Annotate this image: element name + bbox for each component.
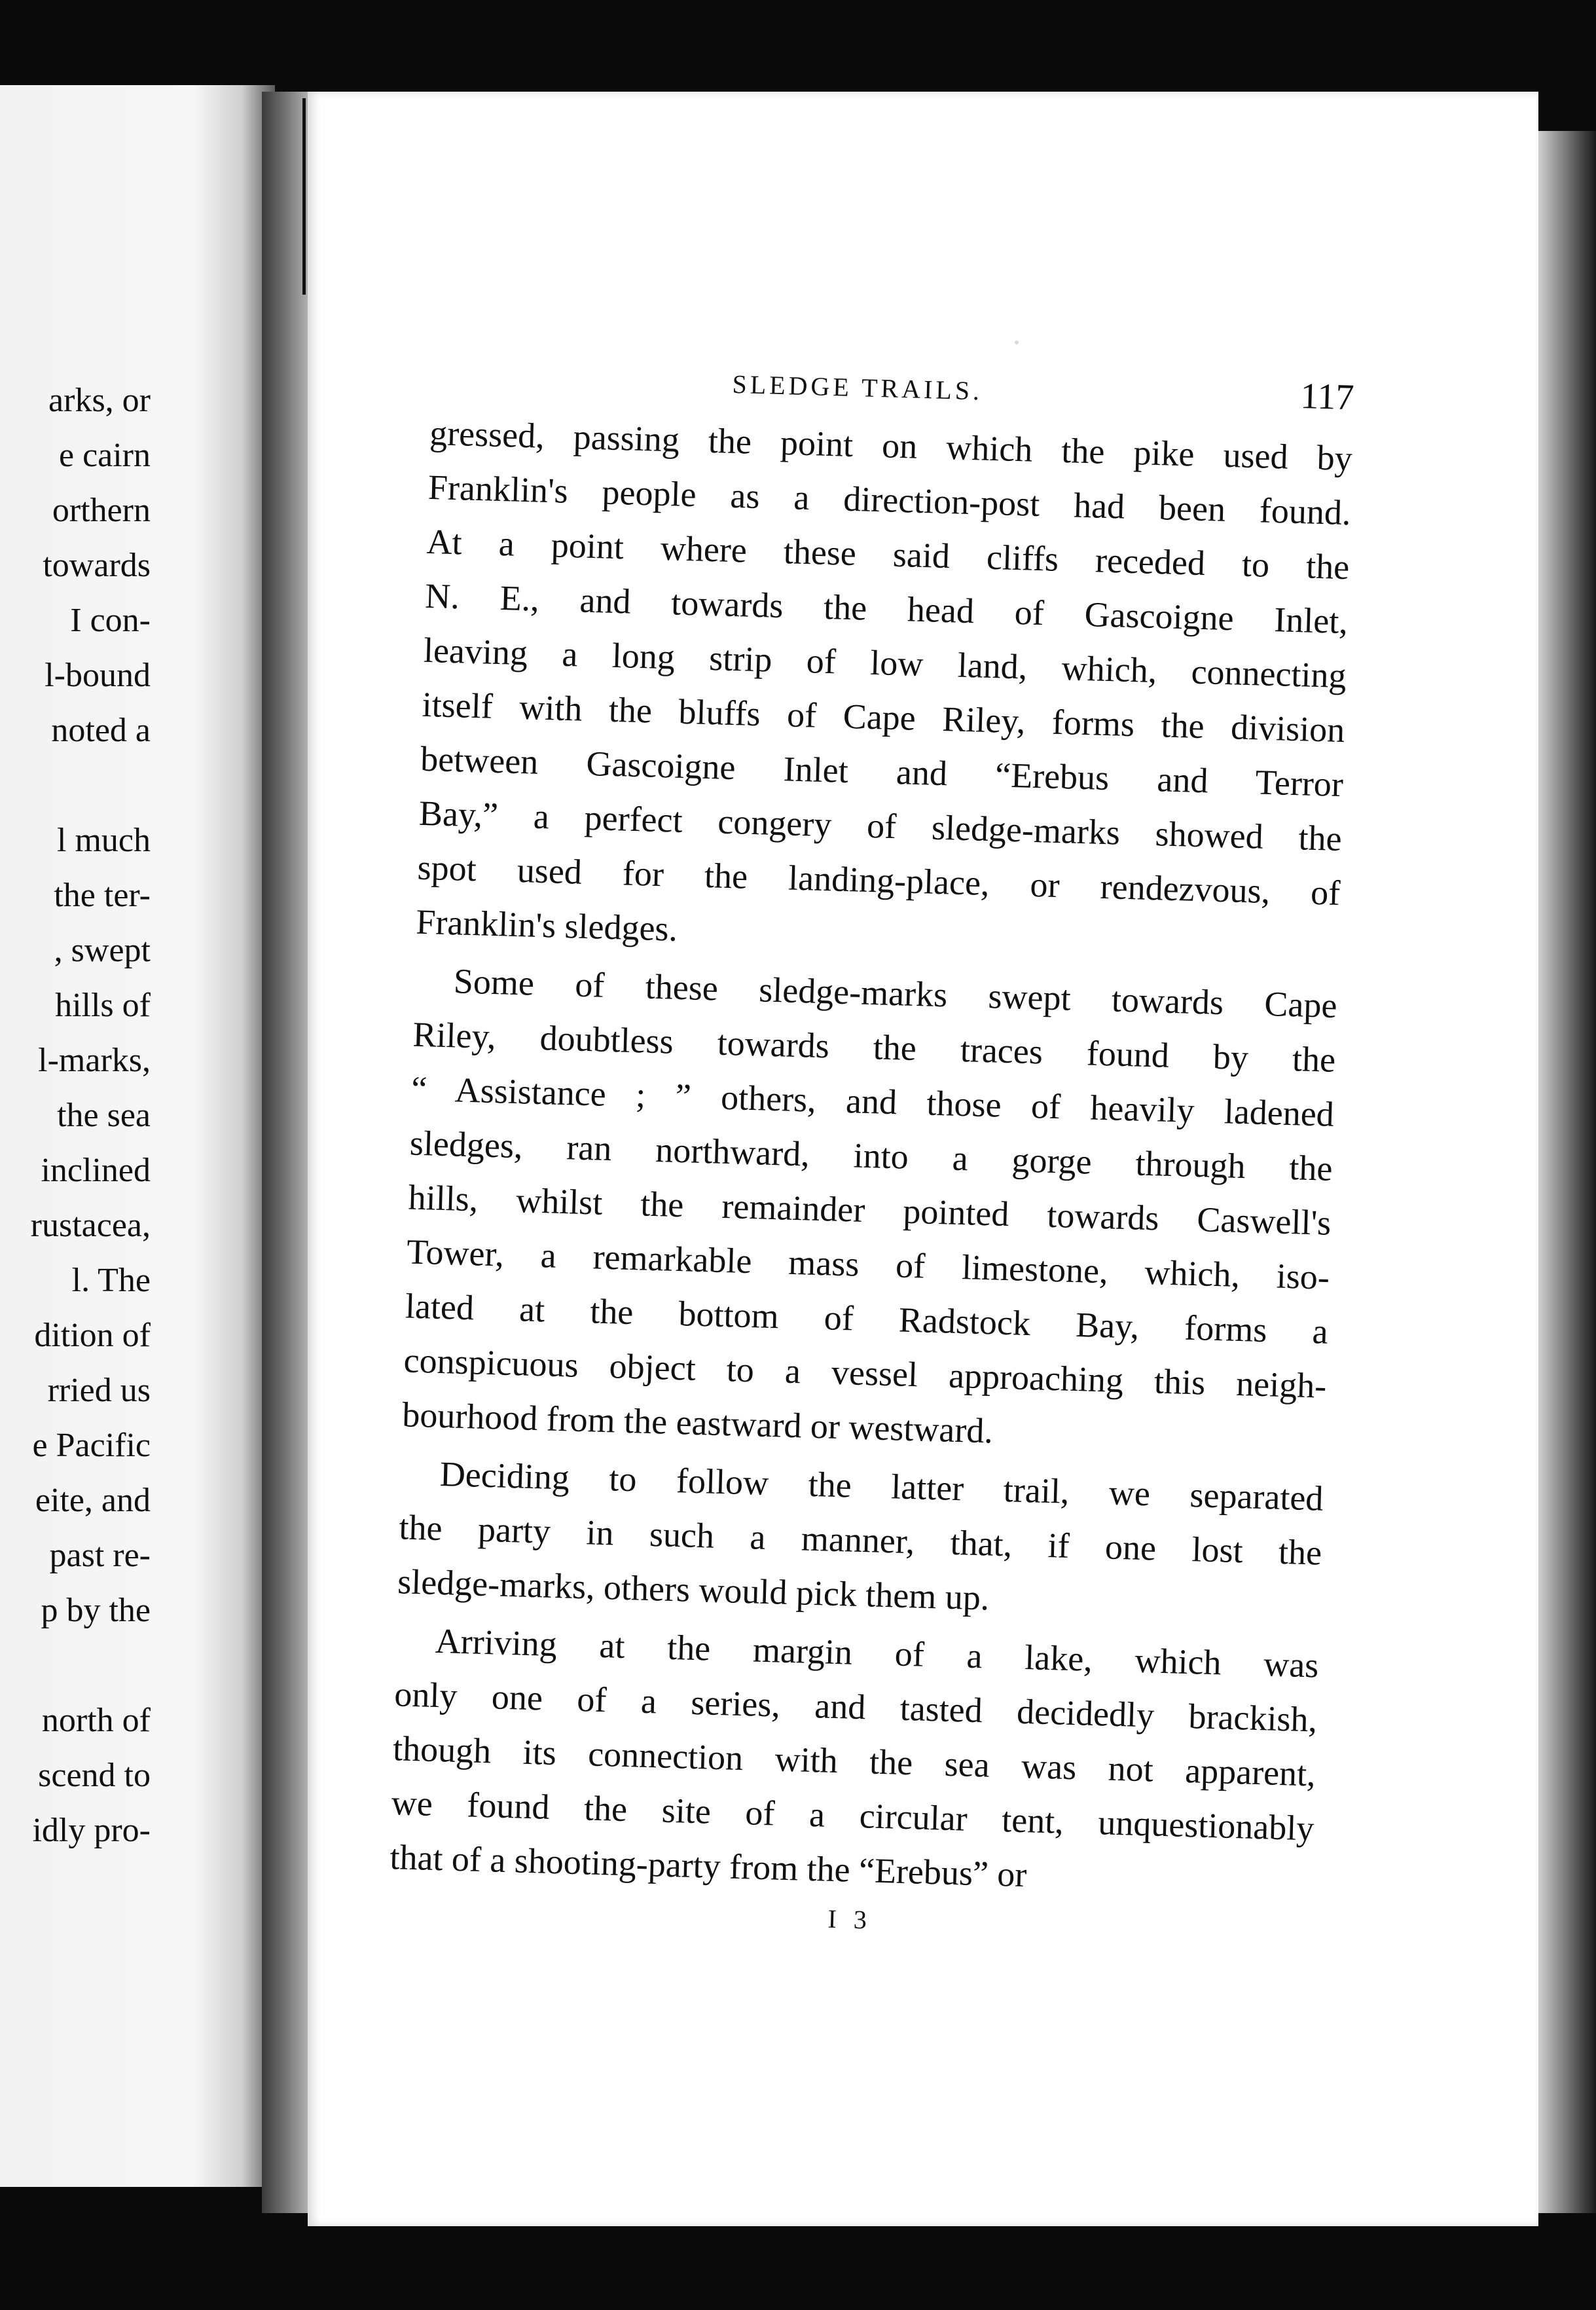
- paragraph: [397, 1446, 1324, 1634]
- text-line: only one of a series, and tasted decidedly brackish,: [393, 1674, 1318, 1740]
- text-line: though its connection with the sea was not apparent,: [392, 1729, 1316, 1794]
- left-page-line: idly pro-: [32, 1812, 151, 1849]
- left-page-line: orthern: [52, 492, 151, 529]
- text-line: Riley, doubtless towards the traces found by the: [412, 1014, 1336, 1080]
- left-page-line: arks, or: [48, 382, 151, 419]
- text-line: hills, whilst the remainder pointed towards Caswell's: [407, 1177, 1332, 1243]
- left-page-line: towards: [43, 547, 151, 584]
- left-page-line: hills of: [55, 987, 151, 1024]
- text-line: Some of these sledge-marks swept towards Cape: [453, 961, 1338, 1025]
- text-line: itself with the bluffs of Cape Riley, forms the division: [421, 684, 1346, 750]
- left-page-line: l-marks,: [38, 1042, 151, 1079]
- text-line: sledge-marks, others would pick them up.: [397, 1562, 990, 1618]
- body-text: [389, 406, 1353, 1910]
- text-line: conspicuous object to a vessel approaching this neigh-: [403, 1340, 1328, 1406]
- text-line: between Gascoigne Inlet and “Erebus and Terror: [420, 739, 1344, 805]
- left-page-line: scend to: [38, 1757, 151, 1794]
- text-line: the party in such a manner, that, if one lost the: [398, 1507, 1322, 1573]
- left-page-line: e cairn: [58, 437, 151, 474]
- text-line: Deciding to follow the latter trail, we separated: [439, 1454, 1324, 1518]
- text-line: spot used for the landing-place, or rendezvous, of: [416, 847, 1341, 913]
- paragraph: [389, 1613, 1319, 1910]
- left-page-line: rried us: [47, 1372, 151, 1409]
- left-page-line: dition of: [34, 1317, 151, 1354]
- paper-speck: [1015, 340, 1019, 344]
- left-page-line: l. The: [71, 1262, 151, 1299]
- text-line: Arriving at the margin of a lake, which was: [434, 1621, 1320, 1685]
- page-number: 117: [1299, 376, 1355, 418]
- text-line: Tower, a remarkable mass of limestone, which, iso-: [406, 1232, 1330, 1297]
- left-page-line: past re-: [49, 1537, 151, 1574]
- left-page-line: the sea: [57, 1097, 151, 1134]
- page-edge-shadow: [1538, 131, 1596, 2213]
- text-line: Franklin's people as a direction-post had been found.: [427, 467, 1352, 533]
- left-page-line: , swept: [54, 932, 151, 969]
- left-page-line: [0, 758, 151, 813]
- gutter-crease: [302, 98, 306, 295]
- text-line: At a point where these said cliffs receded to the: [426, 521, 1350, 587]
- text-line: leaving a long strip of low land, which, connecting: [423, 630, 1347, 696]
- left-page-line: inclined: [41, 1152, 151, 1189]
- text-line: bourhood from the eastward or westward.: [401, 1395, 994, 1451]
- left-page-line: l-bound: [45, 657, 151, 694]
- signature-mark: I 3: [827, 1903, 873, 1935]
- text-line: we found the site of a circular tent, unquestionably: [391, 1783, 1315, 1848]
- text-line: sledges, ran northward, into a gorge through the: [409, 1123, 1333, 1188]
- text-line: Bay,” a perfect congery of sledge-marks showed the: [418, 793, 1343, 859]
- text-line: gressed, passing the point on which the pike used by: [429, 412, 1353, 479]
- text-line: that of a shooting-party from the “Erebus” or: [389, 1837, 1028, 1895]
- left-page-line: the ter-: [54, 877, 151, 914]
- left-page-text: [0, 373, 151, 1858]
- text-line: N. E., and towards the head of Gascoigne Inlet,: [424, 576, 1349, 642]
- left-page-line: rustacea,: [30, 1207, 151, 1244]
- left-page-line: north of: [41, 1702, 151, 1739]
- paragraph: [401, 953, 1337, 1468]
- left-page-line: l much: [57, 822, 151, 859]
- text-line: lated at the bottom of Radstock Bay, forms a: [405, 1286, 1329, 1351]
- left-page-line: I con-: [70, 602, 151, 639]
- running-head-title: SLEDGE TRAILS.: [731, 369, 983, 406]
- left-page-line: [0, 1638, 151, 1693]
- text-line: “ Assistance ; ” others, and those of heavily ladened: [410, 1069, 1335, 1134]
- left-page-line: e Pacific: [32, 1427, 151, 1464]
- left-page-line: noted a: [51, 712, 151, 749]
- right-page-content: [388, 347, 1355, 1947]
- left-page-line: eite, and: [35, 1482, 151, 1519]
- text-line: Franklin's sledges.: [415, 902, 678, 949]
- paragraph: [415, 406, 1353, 975]
- left-page-line: p by the: [41, 1592, 151, 1629]
